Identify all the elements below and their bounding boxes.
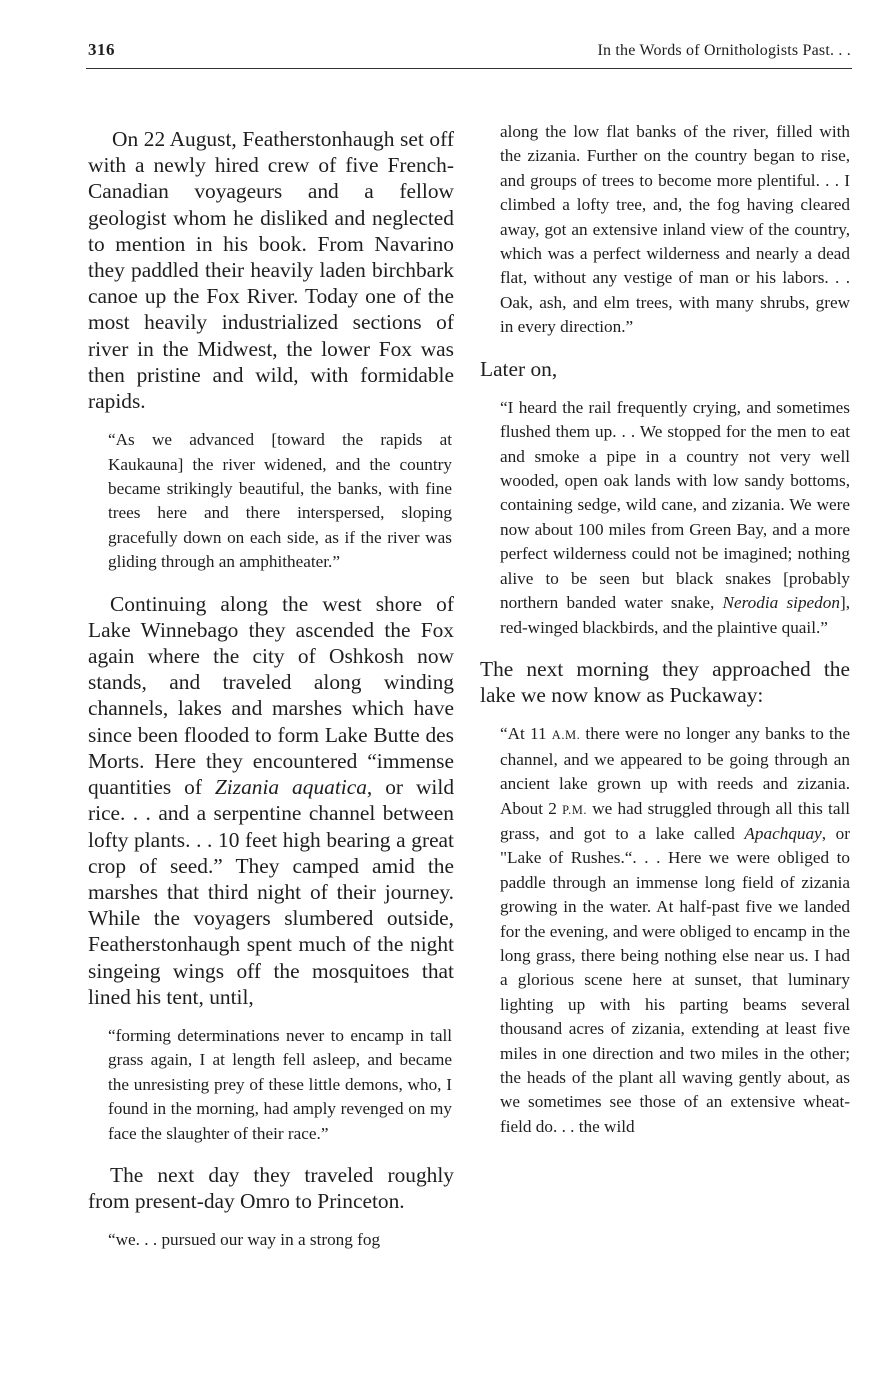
running-title: In the Words of Ornithologists Past. . . [597,42,851,59]
quote-mosquitoes: “forming determinations never to encamp in tall grass again, I at length fell asleep, and became the unresisting prey of these little demons, who, I found in the morning, had amply revenged on my face the slaughter of their race.” [108,1025,452,1143]
text-segment: , or "Lake of Rushes.“. . . Here we were obliged to paddle through an immense long field of zizania growing in the water. At half-past five we landed for the evening, and were obliged to encamp in the long grass, there being nothing else near us. I had a glorious scene here at sunset, that luminary lighting up with his parting beams several thousand acres of zizania, extending at least five miles in one direction and two miles in the other; the heads of the plant all waving gently about, as we sometimes see those of an extensive wheat-field do. . . the wild [500,823,850,1136]
text-segment: Continuing along the west shore of Lake Winnebago they ascended the Fox again where the city of Oshkosh now stands, and traveled along winding channels, lakes and marshes which have since been flooded to form Lake Butte des Morts. Here they encountered “immense quantities of [88,591,454,800]
page-number: 316 [88,40,115,59]
species-name: Nerodia sipedon [722,593,840,613]
paragraph-later-on: Later on, [480,356,558,381]
quote-lake-of-rushes [478,722,850,1139]
quote-kaukauna: “As we advanced [toward the rapids at Kaukauna] the river widened, and the country became strikingly beautiful, the banks, with fine trees here and there interspersed, sloping gracefully down on each side, as if the river was gliding through an amphitheater.” [108,430,452,572]
place-name: Apachquay [744,823,822,843]
right-column [478,120,850,1139]
quote-rail-crying [478,396,850,640]
quote-fog-start: “we. . . pursued our way in a strong fog [108,1230,381,1250]
text-segment: “I heard the rail frequently crying, and sometimes flushed them up. . . We stopped for the men to eat and smoke a pipe in a country not very well wooded, open oak lands with low sandy bottoms, containing sedge, wild cane, and zizania. We were now about 100 miles from Green Bay, and a more perfect wilderness could not be imagined; nothing alive to be seen but black snakes [probably northern banded water snake, [500,397,850,613]
text-segment: “At 11 [500,724,552,744]
paragraph-omro-princeton: The next day they traveled roughly from present-day Omro to Princeton. [88,1162,454,1214]
left-column [88,126,454,1253]
quote-fog-continued: along the low flat banks of the river, filled with the zizania. Further on the country began to rise, and groups of trees to become more plentiful. . . I climbed a lofty tree, and, the fog having cleared away, got an extensive inland view of the country, which was a perfect wilderness and nearly a dead flat, without any vestige of man or his labors. . . Oak, ash, and elm trees, with many shrubs, grew in every direction.” [500,122,850,337]
header-rule [86,68,852,69]
text-segment: there were no longer any banks to the channel, and we appeared to be going through an ancient lake grown up with reeds and zizania. About 2 [500,724,850,818]
species-name: Zizania aquatica [214,775,367,800]
text-segment: ], red-winged blackbirds, and the plaintive quail.” [500,593,850,637]
paragraph-lake-winnebago [88,591,454,1010]
time-marker: A.M. [551,728,581,743]
paragraph-puckaway: The next morning they approached the lake we now know as Puckaway: [480,656,850,708]
text-segment: we had struggled through all this tall grass, and got to a lake called [500,798,850,843]
text-segment: , or wild rice. . . and a serpentine channel between lofty plants. . . 10 feet high bearing a great crop of seed.” They camped amid the marshes that third night of their journey. While the voyagers slumbered outside, Featherstonhaugh spent much of the night singeing wings off the mosquitoes that lined his tent, until, [88,775,455,1009]
paragraph-voyage-start: On 22 August, Featherstonhaugh set off with a newly hired crew of five French-Canadian voyageurs and a fellow geologist whom he disliked and neglected to mention in his book. From Navarino they paddled their heavily laden birchbark canoe up the Fox River. Today one of the most heavily industrialized sections of river in the Midwest, the lower Fox was then pristine and wild, with formidable rapids. [88,127,454,414]
time-marker: P.M. [562,802,587,817]
